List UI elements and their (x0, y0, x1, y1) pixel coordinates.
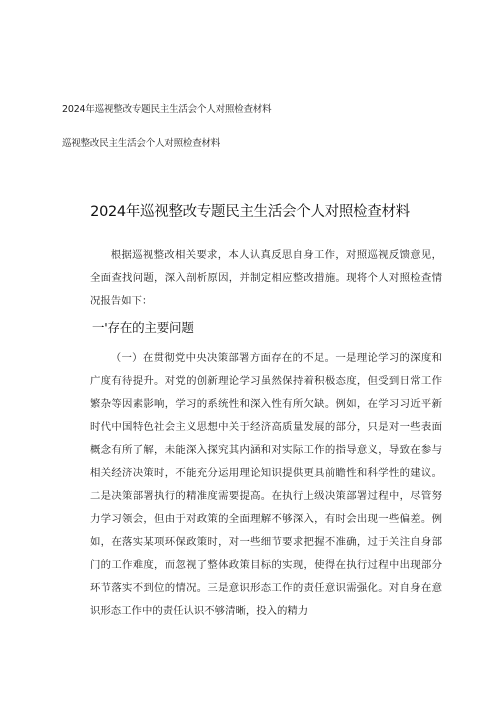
section-heading: 一'存在的主要问题 (92, 320, 194, 335)
intro-paragraph: 根据巡视整改相关要求，本人认真反思自身工作，对照巡视反馈意见，全面查找问题，深入剖析原因，并制定相应整改措施。现将个人对照检查情况报告如下： (90, 249, 442, 307)
body-paragraph-1: （一）在贯彻党中央决策部署方面存在的不足。一是理论学习的深度和广度有待提升。对党的创新理论学习虽然保持着积极态度，但受到日常工作繁杂等因素影响，学习的系统性和深入性有所欠缺。例如，在学习习近平新时代中国特色社会主义思想中关于经济高质量发展的部分，只是对一些表面概念有所了解，未能深入探究其内涵和对实际工作的指导意义，导致在参与相关经济决策时，不能充分运用理论知识提供更具前瞻性和科学性的建议。二是决策部署执行的精准度需要提高。在执行上级决策部署过程中，尽管努力学习领会，但由于对政策的全面理解不够深入，有时会出现一些偏差。例如，在落实某项环保政策时，对一些细节要求把握不准确，过于关注自身部门的工作难度，而忽视了整体政策目标的实现，使得在执行过程中出现部分环节落实不到位的情况。三是意识形态工作的责任意识需强化。对自身在意识形态工作中的责任认识不够清晰，投入的精力 (90, 352, 442, 617)
header-line-2: 巡视整改民主生活会个人对照检查材料 (62, 138, 221, 149)
header-line-1: 2024年巡视整改专题民主生活会个人对照检查材料 (62, 104, 272, 115)
document-title: 2024年巡视整改专题民主生活会个人对照检查材料 (90, 204, 410, 220)
